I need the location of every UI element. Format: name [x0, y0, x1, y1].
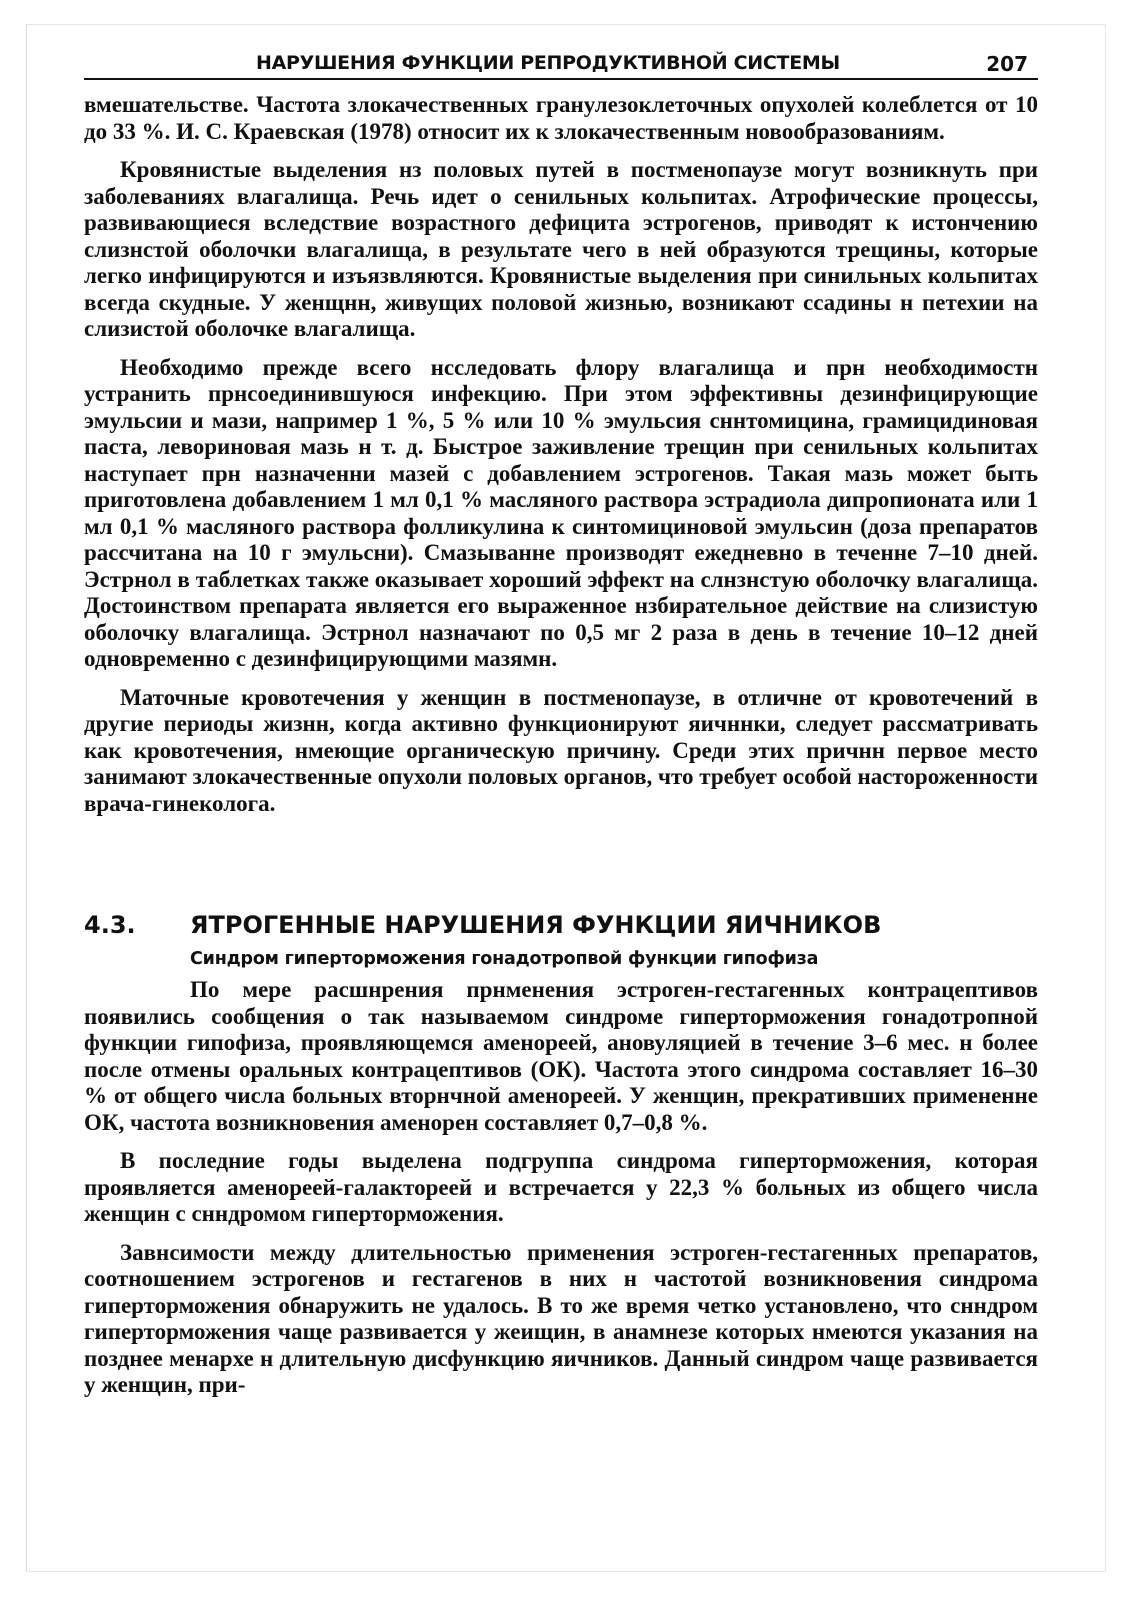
paragraph: Завнсимости между длительностью применения эстроген-гестагенных препаратов, соотношением эстрогенов и гестагенов в них н частотой возникновения синдрома гиперторможения обнаружить не удалось. В то же время четко установлено, что снндром гиперторможения чаще развивается у жеищин, в анамнезе которых нмеются указания на позднее менархе н длительную дисфункцию яичников. Данный синдром чаще развивается у женщин, при-: [84, 1239, 1038, 1397]
paragraph: Необходимо прежде всего нсследовать флору влагалища и прн необходимостн устранить прнсоединившуюся инфекцию. При этом эффективны дезинфицирующие эмульсии и мази, например 1 %, 5 % или 10 % эмульсия сннтомицина, грамицидиновая паста, левориновая мазь н т. д. Быстрое заживление трещин при сенильных кольпитах наступает прн назначенни мазей с добавлением эстрогенов. Такая мазь может быть приготовлена добавлением 1 мл 0,1 % масляного раствора эстрадиола дипропионата или 1 мл 0,1 % масляного раствора фолликулина к синтомициновой эмульсин (доза препаратов рассчитана на 10 г эмульсни). Смазыванне производят ежедневно в теченне 7–10 дней. Эстрнол в таблетках также оказывает хороший эффект на слнзнстую оболочку влагалища. Достоинством препарата является его выраженное нзбирательное действие на слизистую оболочку влагалища. Эстрнол назначают по 0,5 мг 2 раза в день в течение 10–12 дней одновременно с дезинфицирующими мазямн.: [84, 354, 1038, 671]
paragraph: По мере расшнрения прнменения эстроген-гестагенных контрацептивов появились сообщения о так называемом синдроме гиперторможения гонадотропной функции гипофиза, проявляющемся аменореей, ановуляцией в течение 3–6 мес. н более после отмены оральных контрацептивов (ОК). Частота этого синдрома составляет 16–30 % от общего числа больных вторнчной аменореей. У женщин, прекративших примененне ОК, частота возникновения аменорен составляет 0,7–0,8 %.: [84, 977, 1038, 1135]
page-number: 207: [986, 52, 1028, 76]
section-title: ЯТРОГЕННЫЕ НАРУШЕНИЯ ФУНКЦИИ ЯИЧНИКОВ: [190, 911, 882, 939]
paragraph: В последние годы выделена подгруппа синдрома гиперторможения, которая проявляется аменореей-галактореей и встречается у 22,3 % больных из общего числа женщин с снндромом гиперторможения.: [84, 1148, 1038, 1226]
paragraph: Кровянистые выделения нз половых путей в постменопаузе могут возникнуть при заболеваниях влагалища. Речь идет о сенильных кольпитах. Атрофические процессы, развивающиеся вследствие возрастного дефицита эстрогенов, приводят к истончению слизнстой оболочки влагалища, в результате чего в ней образуются трещины, которые легко инфицируются и изъязвляются. Кровянистые выделения при синильных кольпитах всегда скудные. У женщнн, живущих половой жизнью, возникают ссадины н петехии на слизистой оболочке влагалища.: [84, 157, 1038, 341]
paragraph: вмешательстве. Частота злокачественных гранулезоклеточных опухолей колеблется от 10 до 33 %. И. С. Краевская (1978) относит их к злокачественным новообразованиям.: [84, 92, 1038, 144]
running-title: НАРУШЕНИЯ ФУНКЦИИ РЕПРОДУКТИВНОЙ СИСТЕМЫ: [256, 52, 840, 74]
subsection-title: Синдром гиперторможения гонадотропвой функции гипофиза: [190, 949, 819, 969]
section-number: 4.3.: [84, 911, 136, 939]
paragraph: Маточные кровотечения у женщин в постменопаузе, в отличне от кровотечений в другие периоды жизнн, когда активно функционируют яичннки, следует рассматривать как кровотечения, нмеющие органическую причину. Среди этих причнн первое место занимают злокачественные опухоли половых органов, что требует особой настороженности врача-гинеколога.: [84, 684, 1038, 816]
section-heading: [84, 911, 1038, 939]
page-body: [84, 92, 1038, 1411]
running-head: [84, 52, 1038, 80]
section-spacer: [84, 829, 1038, 911]
